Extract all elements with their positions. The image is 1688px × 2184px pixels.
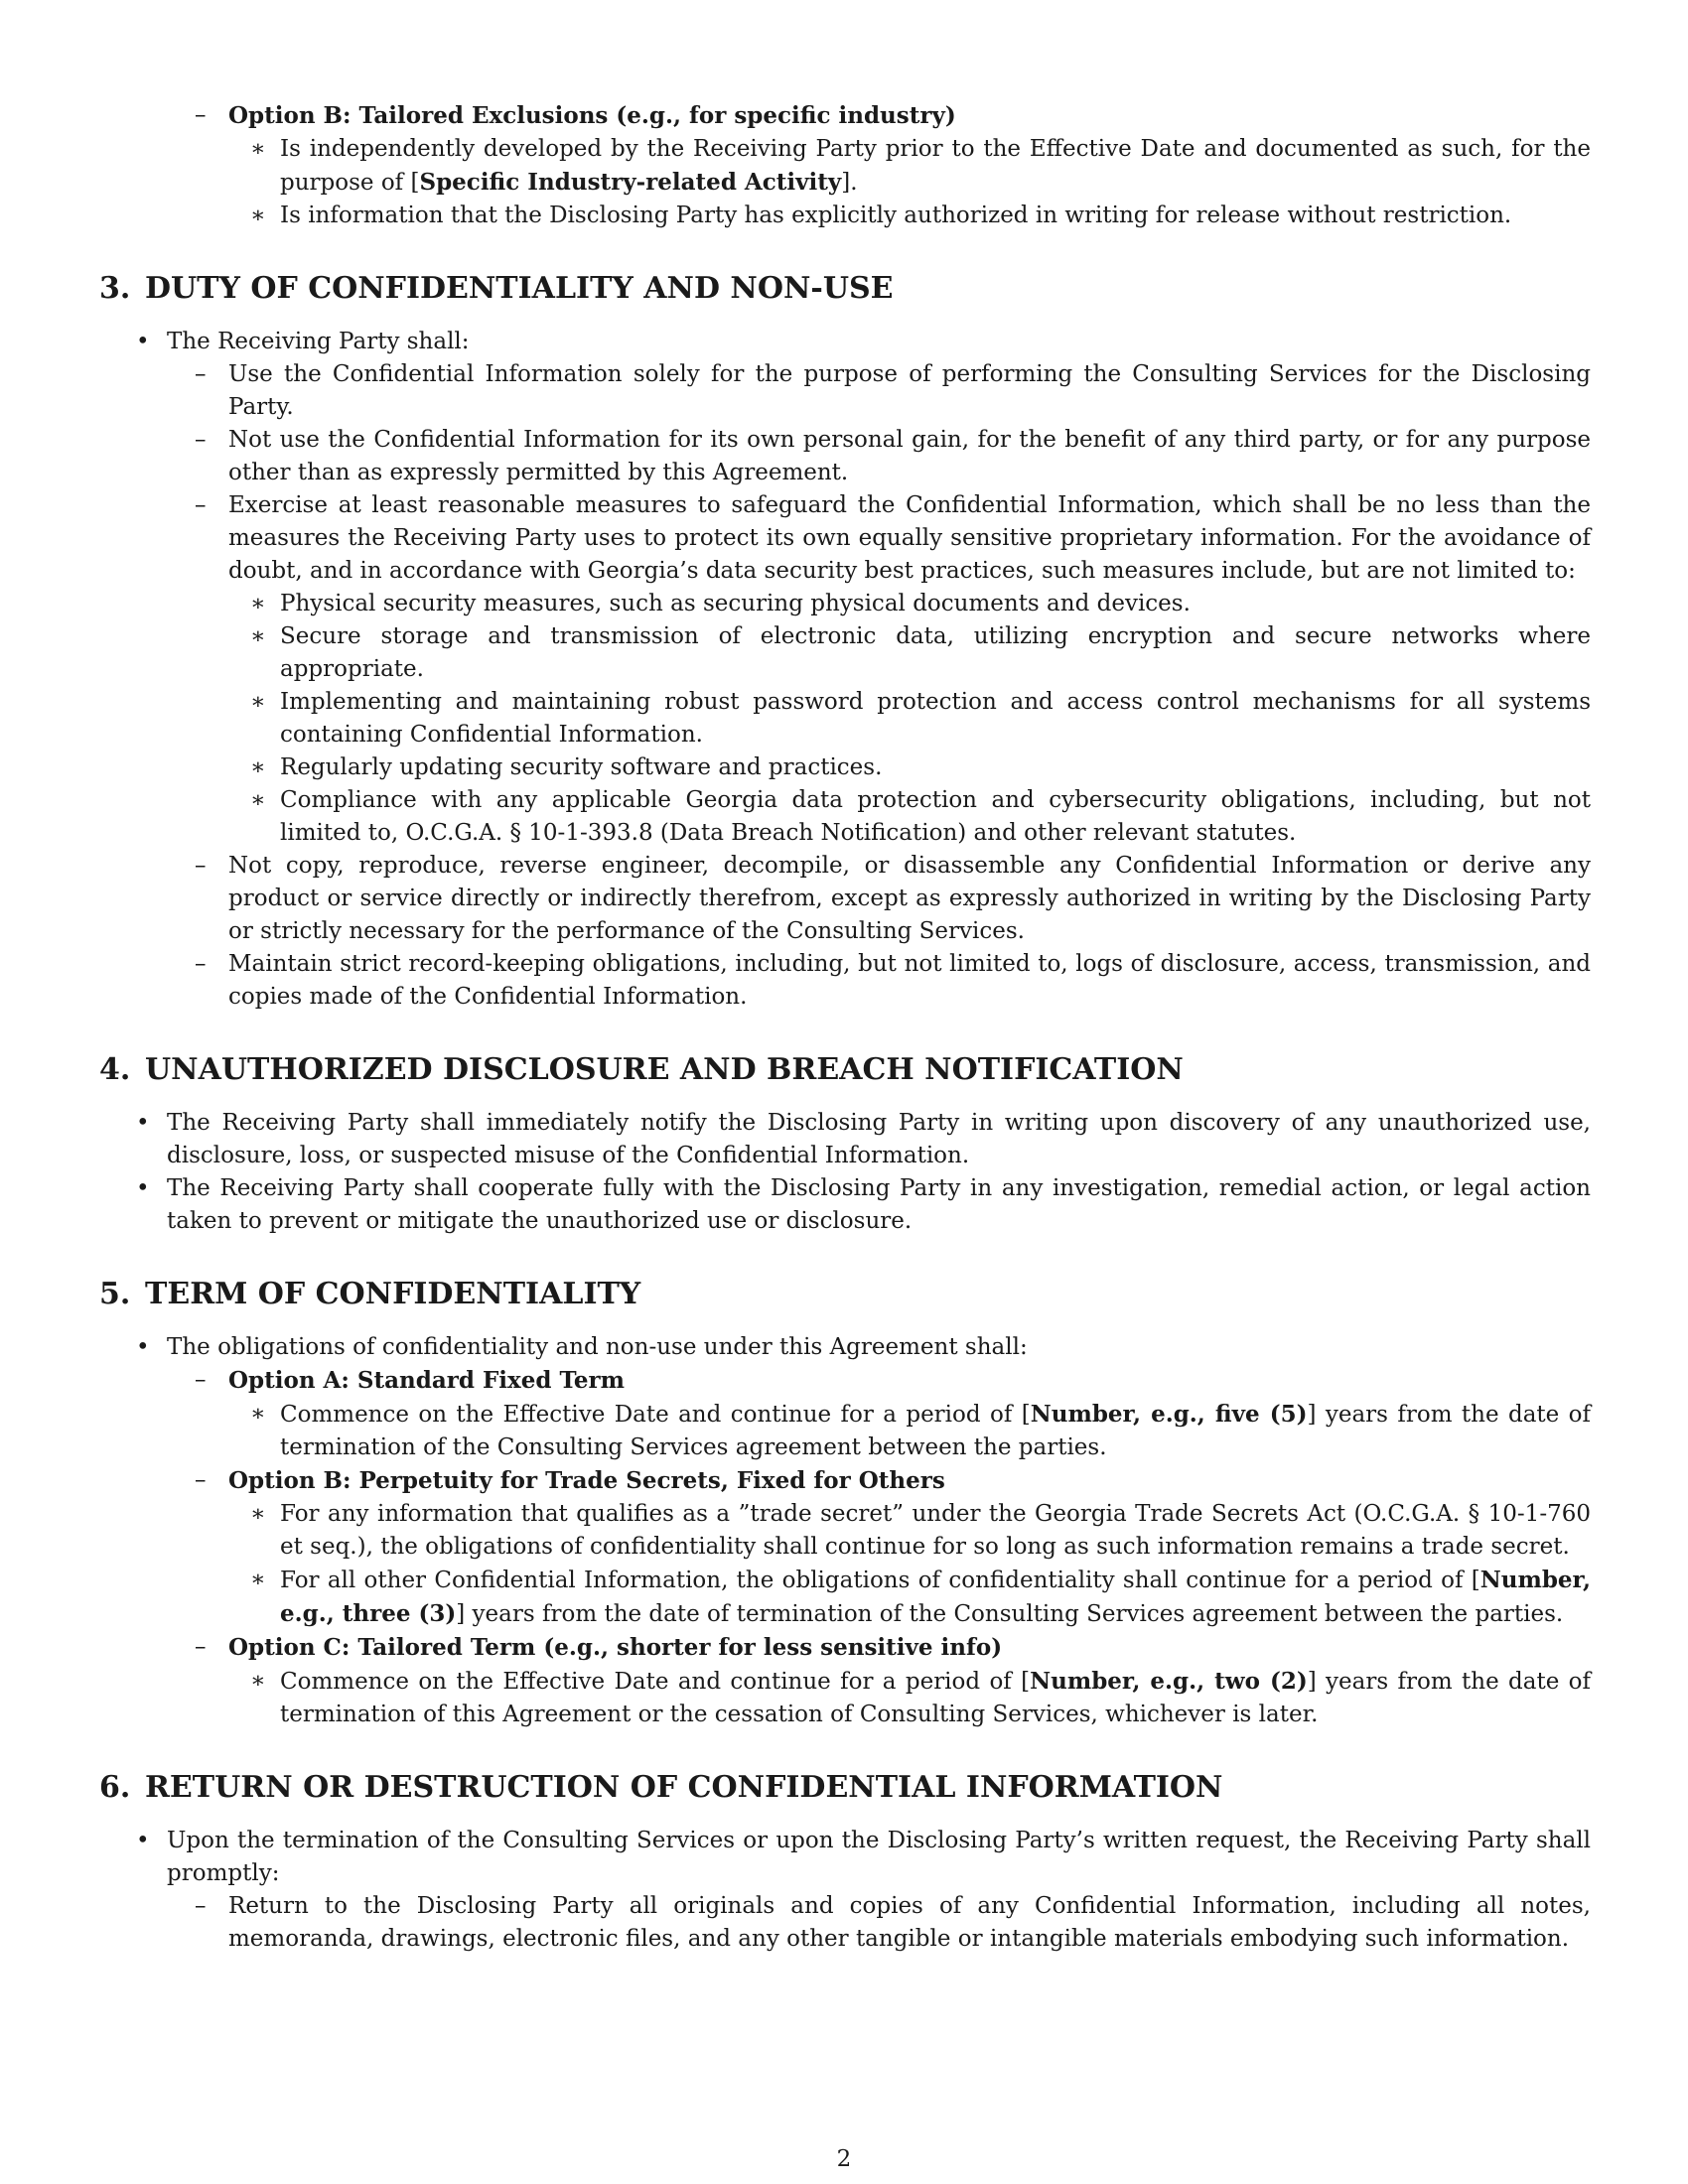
option-c-heading: – Option C: Tailored Term (e.g., shorter for less sensitive info) (99, 1631, 1591, 1665)
section-3-heading: 3. DUTY OF CONFIDENTIALITY AND NON-USE (99, 271, 894, 306)
duty-item: – Exercise at least reasonable measures to safeguard the Confidential Information, which shall be no less than the measures the Receiving Party uses to protect its own equally sensitive proprietary information. For the avoidance of doubt, and in accordance with Georgia’s data security best practices, such measures include, but are not limited to: (99, 489, 1591, 588)
duty-item: – Use the Confidential Information solely for the purpose of performing the Consulting Services for the Disclosing Party. (99, 358, 1591, 424)
term-item: ∗ Commence on the Effective Date and continue for a period of [Number, e.g., two (2)] years from the date of termination of this Agreement or the cessation of Consulting Services, whichever is later. (99, 1665, 1591, 1731)
security-measure-item: ∗ Regularly updating security software and practices. (99, 751, 1591, 784)
duty-item: – Maintain strict record-keeping obligations, including, but not limited to, logs of disclosure, access, transmission, and copies made of the Confidential Information. (99, 948, 1591, 1014)
section-6-heading: 6. RETURN OR DESTRUCTION OF CONFIDENTIAL INFORMATION (99, 1770, 1223, 1805)
option-a-heading: – Option A: Standard Fixed Term (99, 1364, 1591, 1398)
security-measure-item: ∗ Physical security measures, such as securing physical documents and devices. (99, 588, 1591, 620)
exclusion-item: ∗ Is information that the Disclosing Party has explicitly authorized in writing for release without restriction. (99, 200, 1591, 232)
list-item: • The obligations of confidentiality and non-use under this Agreement shall: (99, 1331, 1591, 1364)
security-measure-item: ∗ Compliance with any applicable Georgia data protection and cybersecurity obligations, including, but not limited to, O.C.G.A. § 10-1-393.8 (Data Breach Notification) and other relevant statutes. (99, 784, 1591, 850)
page-number: 2 (836, 2146, 852, 2172)
return-item: – Return to the Disclosing Party all originals and copies of any Confidential Information, including all notes, memoranda, drawings, electronic files, and any other tangible or intangible materials embodying such information. (99, 1890, 1591, 1956)
document-page (99, 99, 1591, 1956)
section-4-heading: 4. UNAUTHORIZED DISCLOSURE AND BREACH NOTIFICATION (99, 1052, 1184, 1087)
option-b-exclusions-heading: – Option B: Tailored Exclusions (e.g., for specific industry) (99, 99, 1591, 133)
security-measure-item: ∗ Implementing and maintaining robust password protection and access control mechanisms for all systems containing Confidential Information. (99, 686, 1591, 751)
security-measure-item: ∗ Secure storage and transmission of electronic data, utilizing encryption and secure networks where appropriate. (99, 620, 1591, 686)
list-item: • Upon the termination of the Consulting Services or upon the Disclosing Party’s written request, the Receiving Party shall promptly: (99, 1825, 1591, 1890)
list-item: • The Receiving Party shall cooperate fully with the Disclosing Party in any investigation, remedial action, or legal action taken to prevent or mitigate the unauthorized use or disclosure. (99, 1172, 1591, 1238)
list-item: • The Receiving Party shall immediately notify the Disclosing Party in writing upon discovery of any unauthorized use, disclosure, loss, or suspected misuse of the Confidential Information. (99, 1107, 1591, 1172)
section-5-heading: 5. TERM OF CONFIDENTIALITY (99, 1277, 641, 1311)
duty-item: – Not use the Confidential Information for its own personal gain, for the benefit of any third party, or for any purpose other than as expressly permitted by this Agreement. (99, 424, 1591, 489)
option-b-heading: – Option B: Perpetuity for Trade Secrets, Fixed for Others (99, 1464, 1591, 1498)
term-item: ∗ For any information that qualifies as a ”trade secret” under the Georgia Trade Secrets Act (O.C.G.A. § 10-1-760 et seq.), the obligations of confidentiality shall continue for so long as such information remains a trade secret. (99, 1498, 1591, 1564)
list-item: • The Receiving Party shall: (99, 326, 1591, 358)
term-item: ∗ Commence on the Effective Date and continue for a period of [Number, e.g., five (5)] years from the date of termination of the Consulting Services agreement between the parties. (99, 1398, 1591, 1464)
exclusion-item: ∗ Is independently developed by the Receiving Party prior to the Effective Date and documented as such, for the purpose of [Specific Industry-related Activity]. (99, 133, 1591, 200)
term-item: ∗ For all other Confidential Information, the obligations of confidentiality shall continue for a period of [Number, e.g., three (3)] years from the date of termination of the Consulting Services agreement between the parties. (99, 1564, 1591, 1631)
duty-item: – Not copy, reproduce, reverse engineer, decompile, or disassemble any Confidential Information or derive any product or service directly or indirectly therefrom, except as expressly authorized in writing by the Disclosing Party or strictly necessary for the performance of the Consulting Services. (99, 850, 1591, 948)
